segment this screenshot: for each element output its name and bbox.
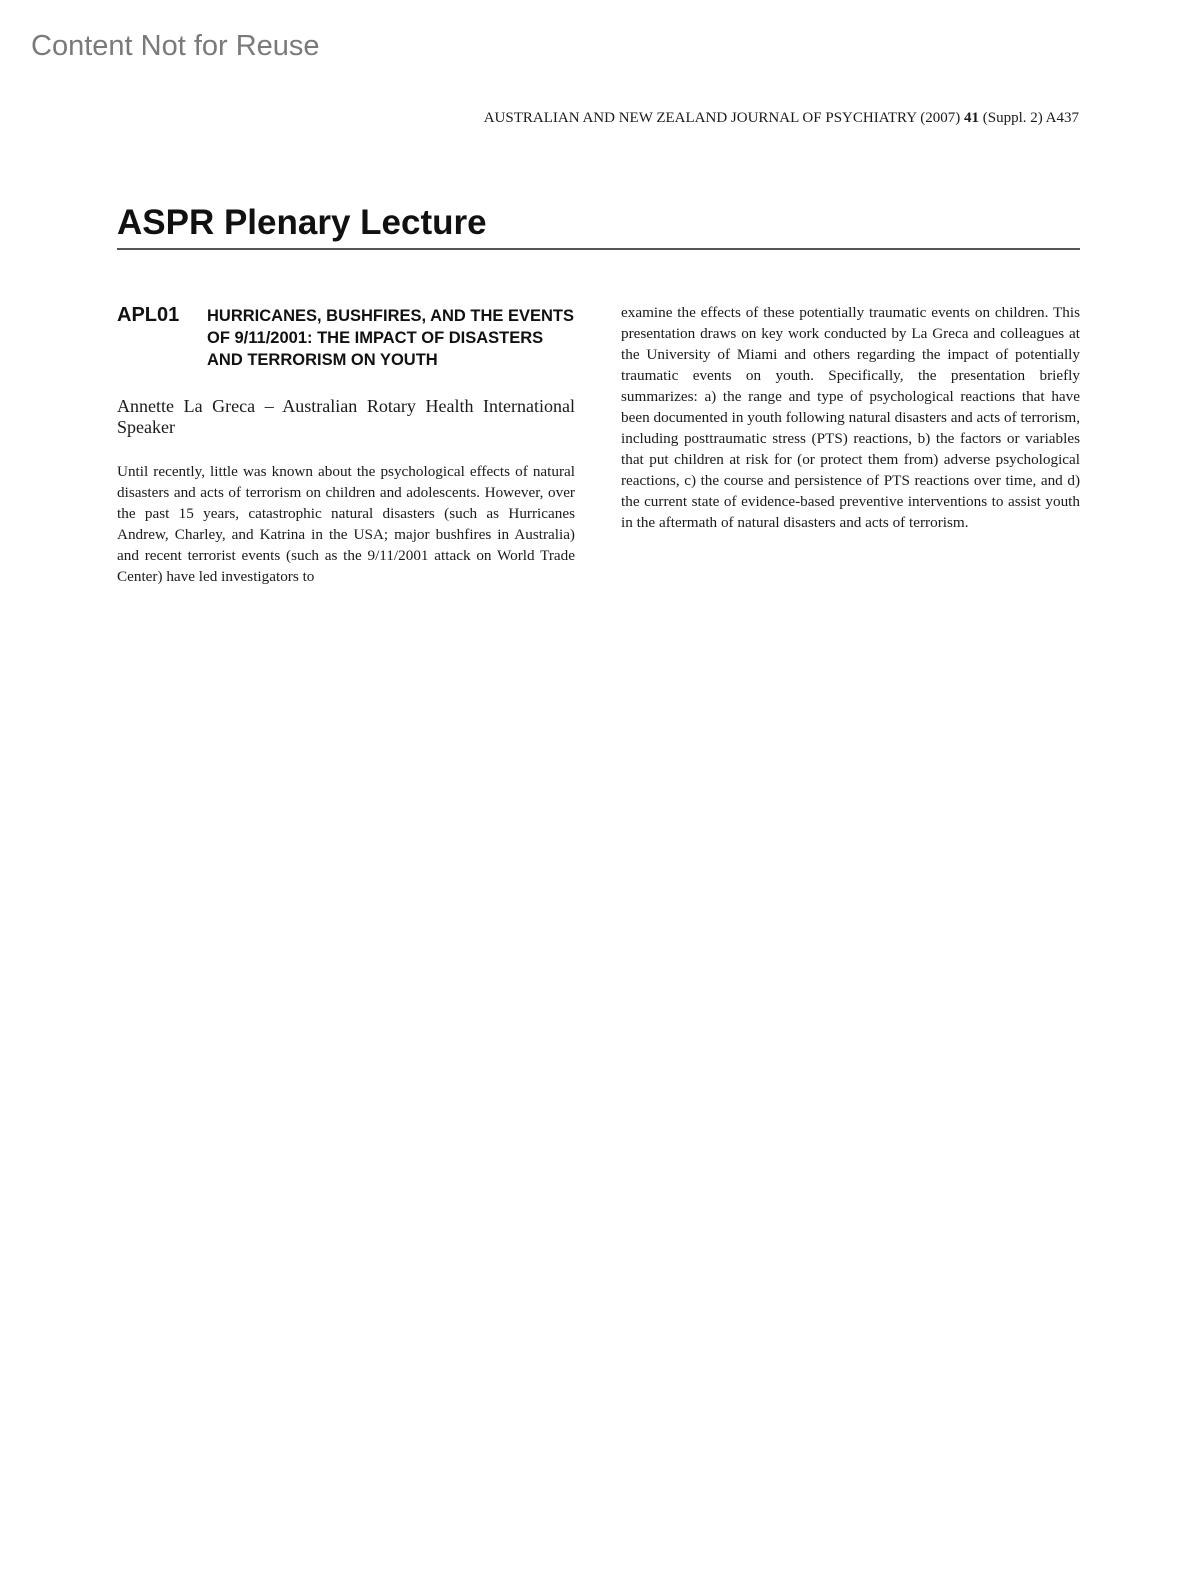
watermark: Content Not for Reuse (31, 30, 320, 62)
author-line: Annette La Greca – Australian Rotary Health International Speaker (117, 396, 575, 437)
section-title: ASPR Plenary Lecture (117, 203, 487, 242)
left-column (117, 304, 575, 587)
abstract-heading (117, 304, 575, 371)
abstract-title: HURRICANES, BUSHFIRES, AND THE EVENTS OF 9/11/2001: THE IMPACT OF DISASTERS AND TERRORISM ON YOUTH (207, 307, 575, 369)
abstract-id: APL01 (117, 304, 180, 326)
abstract-body-right: examine the effects of these potentially traumatic events on children. This presentation draws on key work conducted by La Greca and colleagues at the University of Miami and others regarding the impact of potentially traumatic events on youth. Specifically, the presentation briefly summarizes: a) the range and type of psychological reactions that have been documented in youth following natural disasters and acts of terrorism, including posttraumatic stress (PTS) reactions, b) the factors or variables that put children at risk for (or protect them from) adverse psychological reactions, c) the course and persistence of PTS reactions over time, and d) the current state of evidence-based preventive interventions to assist youth in the aftermath of natural disasters and acts of terrorism. (621, 304, 1080, 531)
section-divider (117, 248, 1080, 250)
right-column (621, 302, 1080, 533)
abstract-body-left: Until recently, little was known about the psychological effects of natural disasters and acts of terrorism on children and adolescents. However, over the past 15 years, catastrophic natural disasters (such as Hurricanes Andrew, Charley, and Katrina in the USA; major bushfires in Australia) and recent terrorist events (such as the 9/11/2001 attack on World Trade Center) have led investigators to (117, 463, 575, 585)
journal-pages: (Suppl. 2) A437 (982, 110, 1079, 126)
running-head (484, 110, 1079, 127)
journal-citation: AUSTRALIAN AND NEW ZEALAND JOURNAL OF PSYCHIATRY (2007) (483, 110, 961, 126)
journal-volume: 41 (963, 110, 979, 126)
